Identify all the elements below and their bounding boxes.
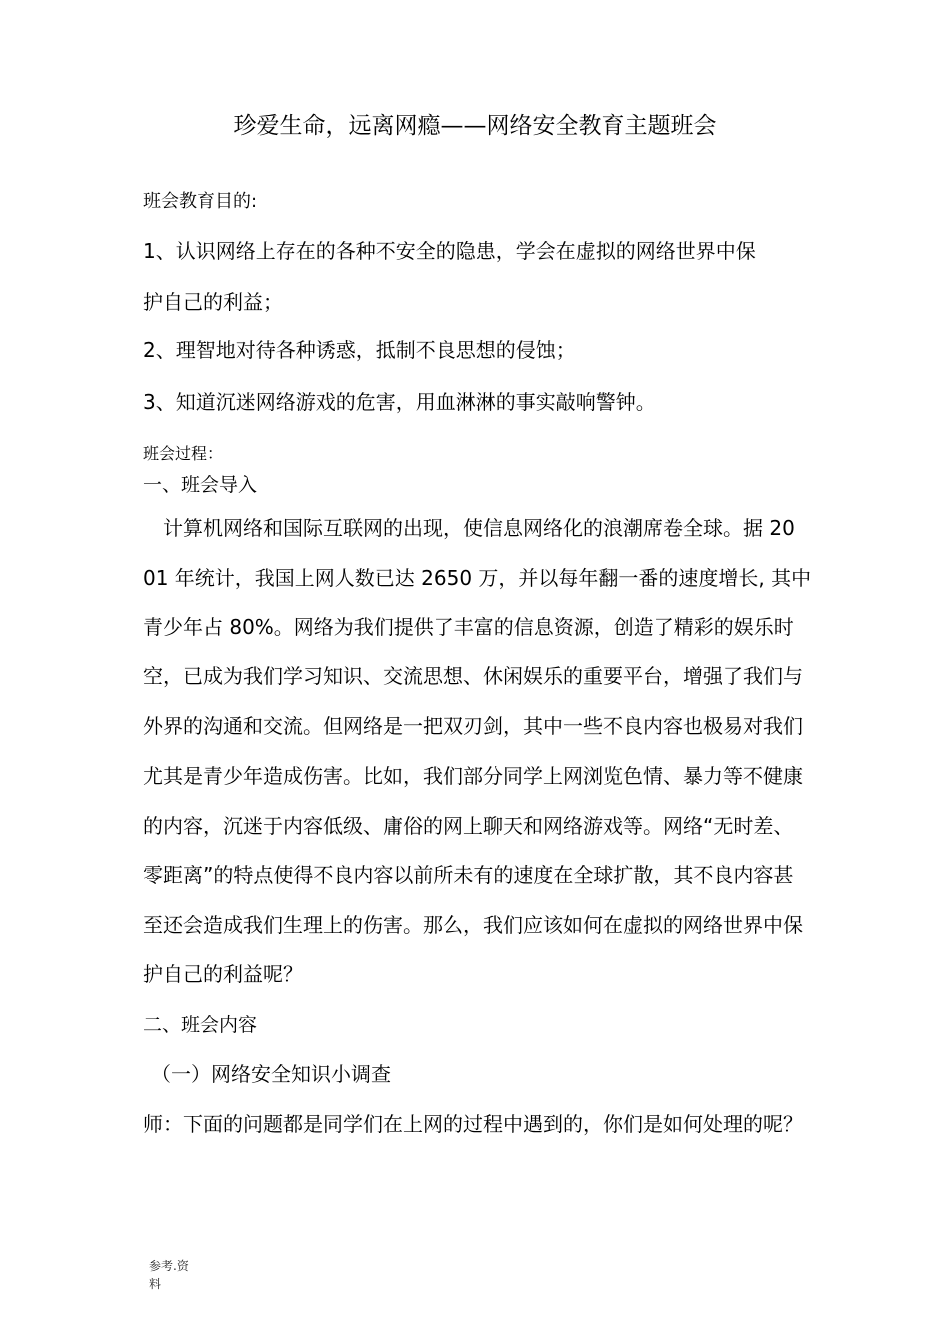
subsection-heading: （一）网络安全知识小调查	[151, 1062, 391, 1086]
process-heading: 班会过程：	[143, 444, 224, 463]
paragraph-line: 尤其是青少年造成伤害。比如，我们部分同学上网浏览色情、暴力等不健康	[143, 764, 803, 788]
paragraph-line: 计算机网络和国际互联网的出现，使信息网络化的浪潮席卷全球。据 20	[143, 516, 795, 540]
paragraph-line: 的内容，沉迷于内容低级、庸俗的网上聊天和网络游戏等。网络“无时差、	[143, 814, 794, 838]
document-title: 珍爱生命，远离网瘾——网络安全教育主题班会	[233, 113, 717, 139]
paragraph-line: 青少年占 80%。网络为我们提供了丰富的信息资源，创造了精彩的娱乐时	[143, 615, 794, 639]
paragraph-line: 外界的沟通和交流。但网络是一把双刃剑，其中一些不良内容也极易对我们	[143, 714, 803, 738]
teacher-line: 师：下面的问题都是同学们在上网的过程中遇到的，你们是如何处理的呢？	[143, 1112, 803, 1136]
objectives-heading: 班会教育目的:	[143, 191, 258, 212]
objective-line: 3、知道沉迷网络游戏的危害，用血淋淋的事实敲响警钟。	[143, 390, 656, 414]
section-heading: 一、班会导入	[143, 474, 258, 496]
section-heading: 二、班会内容	[143, 1014, 258, 1036]
paragraph-line: 01 年统计，我国上网人数已达 2650 万，并以每年翻一番的速度增长, 其中	[143, 566, 812, 590]
objective-line: 2、理智地对待各种诱惑，抵制不良思想的侵蚀；	[143, 338, 576, 362]
footer-text: 料	[149, 1277, 162, 1291]
paragraph-line: 空，已成为我们学习知识、交流思想、休闲娱乐的重要平台，增强了我们与	[143, 664, 803, 688]
objective-line: 护自己的利益；	[143, 290, 283, 314]
footer-text: 参考.资	[149, 1259, 189, 1273]
paragraph-line: 护自己的利益呢？	[143, 962, 303, 986]
objective-line: 1、认识网络上存在的各种不安全的隐患，学会在虚拟的网络世界中保	[143, 239, 756, 263]
paragraph-line: 至还会造成我们生理上的伤害。那么，我们应该如何在虚拟的网络世界中保	[143, 913, 803, 937]
paragraph-line: 零距离”的特点使得不良内容以前所未有的速度在全球扩散，其不良内容甚	[143, 863, 794, 887]
